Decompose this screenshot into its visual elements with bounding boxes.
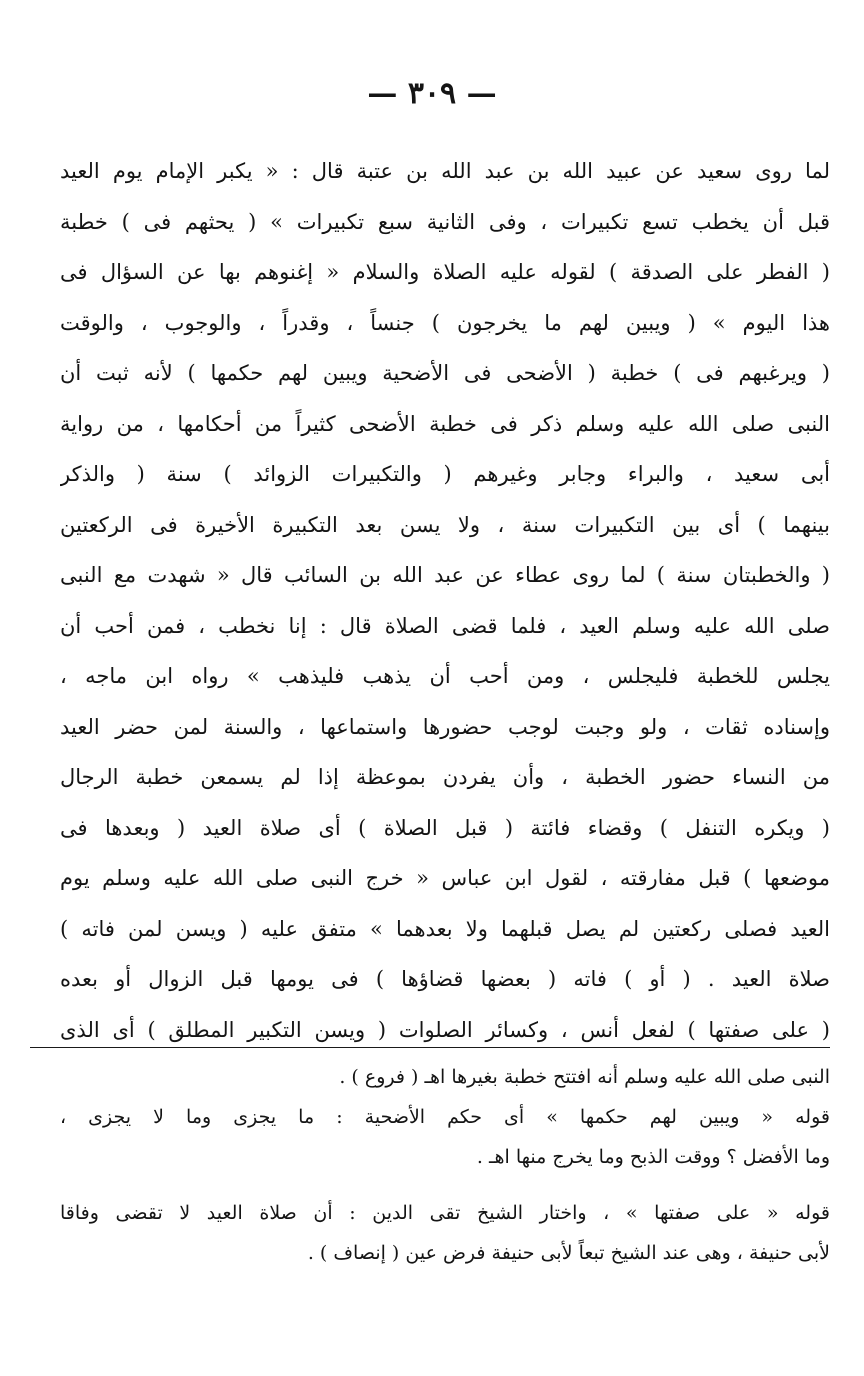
footnotes-section: [60, 1057, 830, 1273]
text-line: يجلس للخطبة فليجلس ، ومن أحب أن يذهب فليذهب » رواه ابن ماجه ،: [60, 664, 830, 688]
footnote-line: قوله « على صفتها » ، واختار الشيخ تقى الدين : أن صلاة العيد لا تقضى وفاقا: [60, 1202, 830, 1224]
text-line: هذا اليوم » ( ويبين لهم ما يخرجون ) جنساً ، وقدراً ، والوجوب ، والوقت: [60, 310, 830, 335]
footnote-line: وما الأفضل ؟ ووقت الذبح وما يخرج منها اهـ .: [476, 1146, 830, 1168]
footnote-divider: [30, 1047, 830, 1048]
text-line: من النساء حضور الخطبة ، وأن يفردن بموعظة إذا لم يسمعن خطبة الرجال: [60, 765, 830, 789]
text-line: صلى الله عليه وسلم العيد ، فلما قضى الصلاة قال : إنا نخطب ، فمن أحب أن: [60, 613, 830, 638]
footnote-line: لأبى حنيفة ، وهى عند الشيخ تبعاً لأبى حنيفة فرض عين ( إنصاف ) .: [307, 1242, 830, 1264]
text-line: بينهما ) أى بين التكبيرات سنة ، ولا يسن بعد التكبيرة الأخيرة فى الركعتين: [60, 512, 830, 537]
text-line: ( الفطر على الصدقة ) لقوله عليه الصلاة والسلام « إغنوهم بها عن السؤال فى: [60, 260, 830, 284]
text-line: العيد فصلى ركعتين لم يصل قبلهما ولا بعدهما » متفق عليه ( ويسن لمن فاته ): [60, 916, 830, 941]
footnote-line: النبى صلى الله عليه وسلم أنه افتتح خطبة بغيرها اهـ ( فروع ) .: [339, 1066, 830, 1088]
text-line: موضعها ) قبل مفارقته ، لقول ابن عباس « خرج النبى صلى الله عليه وسلم يوم: [60, 866, 830, 890]
text-line: ( والخطبتان سنة ) لما روى عطاء عن عبد الله بن السائب قال « شهدت مع النبى: [60, 563, 830, 587]
text-line: ( ويكره التنفل ) وقضاء فائتة ( قبل الصلاة ) أى صلاة العيد ( وبعدها فى: [60, 815, 830, 840]
text-line: وإسناده ثقات ، ولو وجبت لوجب حضورها واستماعها ، والسنة لمن حضر العيد: [60, 714, 830, 739]
text-line: ( ويرغبهم فى ) خطبة ( الأضحى فى الأضحية ويبين لهم حكمها ) لأنه ثبت أن: [60, 361, 830, 385]
footnote-line: قوله « ويبين لهم حكمها » أى حكم الأضحية : ما يجزى وما لا يجزى ،: [60, 1106, 830, 1128]
page-number: — ٣٠٩ —: [367, 76, 497, 111]
text-line: صلاة العيد . ( أو ) فاته ( بعضها قضاؤها ) فى يومها قبل الزوال أو بعده: [60, 967, 830, 991]
text-line: لما روى سعيد عن عبيد الله بن عبد الله بن عتبة قال : « يكبر الإمام يوم العيد: [60, 159, 830, 183]
text-line: أبى سعيد ، والبراء وجابر وغيرهم ( والتكبيرات الزوائد ) سنة ( والذكر: [60, 462, 830, 486]
text-line: قبل أن يخطب تسع تكبيرات ، وفى الثانية سبع تكبيرات » ( يحثهم فى ) خطبة: [60, 209, 830, 234]
text-line: ( على صفتها ) لفعل أنس ، وكسائر الصلوات ( ويسن التكبير المطلق ) أى الذى: [60, 1017, 830, 1042]
main-body-text: [60, 146, 830, 1055]
text-line: النبى صلى الله عليه وسلم ذكر فى خطبة الأضحى كثيراً من أحكامها ، من رواية: [60, 411, 830, 436]
